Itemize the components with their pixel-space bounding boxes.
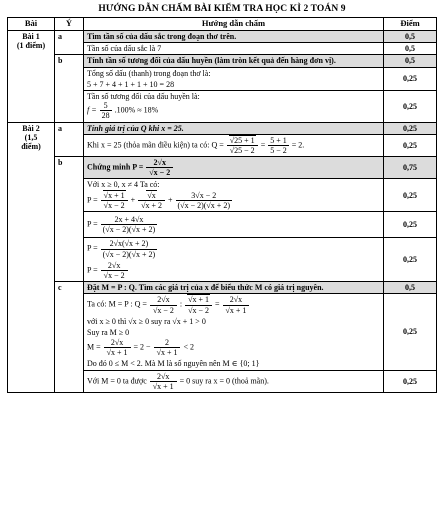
denominator: √ x − 2 <box>152 305 175 315</box>
score-cell: 0,25 <box>384 122 437 134</box>
formula-prefix: M = <box>87 342 101 352</box>
formula <box>87 101 380 120</box>
formula-suffix: .100% ≈ 18% <box>114 105 159 115</box>
header-score: Điểm <box>384 18 437 31</box>
numerator: √ x + 1 <box>187 294 210 304</box>
fraction <box>138 191 165 210</box>
fraction <box>154 338 181 357</box>
fraction <box>150 372 177 391</box>
numerator: 2x + 4√x <box>101 215 157 225</box>
fraction <box>185 295 212 314</box>
denominator: √ x − 2 <box>103 200 126 210</box>
bai1-cell <box>8 31 55 123</box>
fraction <box>268 136 289 155</box>
formula-suffix: < 2 <box>183 342 194 352</box>
bai1-a-answer: Tần số của dấu sắc là 7 <box>84 43 384 55</box>
bai2-b-question <box>84 157 384 179</box>
operator: = 2 − <box>133 342 151 352</box>
bai2-a-label: a <box>55 122 84 157</box>
denominator: 5 − 2 <box>270 145 287 155</box>
numerator: √ x + 1 <box>103 190 126 200</box>
denominator: √ x + 1 <box>225 305 248 315</box>
text-line: Với x ≥ 0, x ≠ 4 Ta có: <box>87 180 160 190</box>
fraction <box>223 295 250 314</box>
score-cell: 0,5 <box>384 31 437 43</box>
denominator: (√x − 2)(√x + 2) <box>102 249 156 259</box>
denominator: (√x − 2)(√x + 2) <box>177 200 230 210</box>
bai2-a-answer <box>84 134 384 156</box>
formula-prefix: Chứng minh P = <box>87 162 144 172</box>
formula <box>87 338 380 357</box>
table-header-row <box>8 18 437 31</box>
numerator: 2√x <box>223 295 250 305</box>
score-cell: 0,5 <box>384 55 437 67</box>
bai2-c-final <box>84 370 384 392</box>
fraction <box>101 261 128 280</box>
text-line: Tổng số dấu (thanh) trong đoạn thơ là: <box>87 68 211 78</box>
numerator: 3√x − 2 <box>176 191 232 201</box>
bai1-b-label: b <box>55 55 84 122</box>
numerator: √ 25 + 1 <box>229 135 256 145</box>
fraction <box>104 338 131 357</box>
header-bai: Bài <box>8 18 55 31</box>
numerator: 2 <box>154 338 181 348</box>
bai1-label: Bài 1 <box>22 32 40 41</box>
denominator: (√x − 2)(√x + 2) <box>102 225 156 235</box>
score-cell: 0,75 <box>384 157 437 179</box>
operator: + <box>130 195 136 205</box>
numerator: 2√x <box>146 158 173 168</box>
score-cell: 0,5 <box>384 43 437 55</box>
bai2-b-step1 <box>84 179 384 212</box>
formula-lhs: P = <box>87 219 98 229</box>
bai1-b-question: Tính tần số tương đối của dấu huyền (làm tròn kết quả đến hàng đơn vị). <box>84 55 384 67</box>
score-cell: 0,25 <box>384 294 437 370</box>
table-row <box>8 55 437 67</box>
table-row <box>8 31 437 43</box>
numerator: 2√x <box>150 372 177 382</box>
operator: + <box>168 195 173 205</box>
fraction <box>176 191 232 210</box>
grading-table <box>7 17 437 393</box>
header-guide: Hướng dẫn chấm <box>84 18 384 31</box>
fraction <box>227 136 258 155</box>
formula-lhs: P = <box>87 243 98 253</box>
score-cell: 0,25 <box>384 67 437 90</box>
numerator: 2√x(√x + 2) <box>101 239 157 249</box>
score-cell: 0,25 <box>384 212 437 238</box>
score-cell: 0,25 <box>384 90 437 122</box>
formula-suffix: = 0 suy ra x = 0 (thoả mãn). <box>179 376 269 386</box>
bai1-b-step1 <box>84 67 384 90</box>
formula-prefix: Khi x = 25 (thỏa mãn điều kiện) ta có: Q = <box>87 140 224 150</box>
denominator: √ x + 1 <box>156 347 179 357</box>
bai2-c-solution <box>84 294 384 370</box>
table-row <box>8 282 437 294</box>
equals: = <box>260 140 266 150</box>
bai1-points: (1 điểm) <box>16 41 46 51</box>
numerator: 2√x <box>101 261 128 271</box>
text-line: Suy ra M ≥ 0 <box>87 327 130 337</box>
text-line: Do đó 0 ≤ M < 2. Mà M là số nguyên nên M ∈ {0; 1} <box>87 359 260 369</box>
bai1-a-label: a <box>55 31 84 55</box>
document-title: HƯỚNG DẪN CHẤM BÀI KIỂM TRA HỌC KÌ 2 TOÁN 9 <box>98 4 346 14</box>
bai1-b-step2 <box>84 90 384 122</box>
denominator: √ 25 − 2 <box>229 145 256 155</box>
score-cell: 0,25 <box>384 238 437 282</box>
bai2-c-label: c <box>55 282 84 393</box>
fraction <box>101 191 128 210</box>
formula <box>87 295 380 314</box>
text-line: với x ≥ 0 thì √x ≥ 0 suy ra √x + 1 > 0 <box>87 316 206 326</box>
numerator: 5 <box>100 101 112 111</box>
numerator: 5 + 1 <box>270 135 287 145</box>
bai2-c-question: Đặt M = P : Q. Tìm các giá trị của x để biểu thức M có giá trị nguyên. <box>84 282 384 294</box>
table-row <box>8 157 437 179</box>
score-cell: 0,25 <box>384 370 437 392</box>
operator: : <box>179 299 183 309</box>
fraction <box>101 239 157 258</box>
formula-lhs: P = <box>87 195 98 205</box>
score-cell: 0,5 <box>384 282 437 294</box>
numerator: 2√x <box>150 295 177 305</box>
bai2-a-question: Tính giá trị của Q khi x = 25. <box>84 122 384 134</box>
text-line: Tần số tương đối của dấu huyền là: <box>87 91 200 101</box>
formula-prefix: f = <box>87 105 97 115</box>
fraction <box>100 101 112 120</box>
denominator: √ x − 2 <box>148 167 171 177</box>
denominator: √ x + 1 <box>106 347 129 357</box>
formula <box>87 191 380 210</box>
numerator: √ x <box>146 190 156 200</box>
denominator: √ x + 2 <box>140 200 163 210</box>
bai2-b-step2 <box>84 212 384 238</box>
bai2-cell <box>8 122 55 393</box>
denominator: √ x − 2 <box>187 305 210 315</box>
denominator: √ x + 1 <box>152 381 175 391</box>
denominator: √ x − 2 <box>103 270 126 280</box>
score-cell: 0,25 <box>384 179 437 212</box>
header-y: Ý <box>55 18 84 31</box>
formula-prefix: Với M = 0 ta được <box>87 376 147 386</box>
numerator: 2√x <box>104 338 131 348</box>
bai1-a-question: Tìm tần số của dấu sắc trong đoạn thơ trên. <box>84 31 384 43</box>
formula <box>87 261 380 280</box>
score-cell: 0,25 <box>384 134 437 156</box>
formula-prefix: Ta có: M = P : Q = <box>87 299 147 309</box>
bai2-label: Bài 2 <box>22 123 40 133</box>
formula-lhs: P = <box>87 265 98 275</box>
bai2-b-label: b <box>55 157 84 282</box>
table-row <box>8 122 437 134</box>
fraction <box>150 295 177 314</box>
bai2-b-step3 <box>84 238 384 282</box>
operator: = <box>215 299 220 309</box>
formula <box>87 239 380 258</box>
result: = 2. <box>291 140 305 150</box>
denominator: 28 <box>101 111 110 121</box>
text-line: 5 + 7 + 4 + 1 + 1 + 10 = 28 <box>87 79 175 89</box>
fraction <box>101 215 157 234</box>
bai2-points: (1,5 điểm) <box>21 132 41 151</box>
fraction <box>146 158 173 177</box>
